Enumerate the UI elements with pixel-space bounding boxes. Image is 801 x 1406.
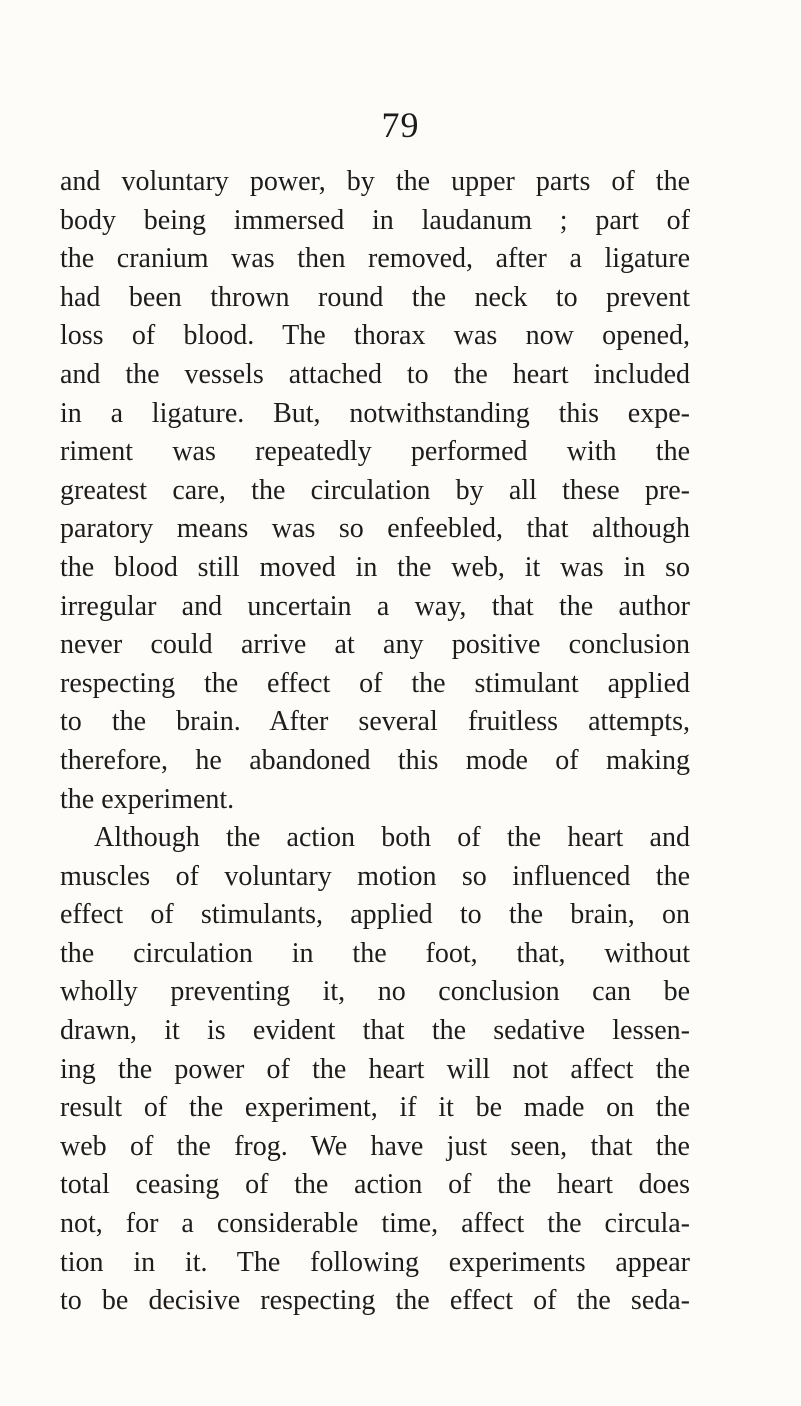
- text-line: ing the power of the heart will not affect the: [60, 1053, 690, 1085]
- text-line: never could arrive at any positive conclusion: [60, 629, 690, 661]
- text-line: drawn, it is evident that the sedative lessen-: [60, 1015, 690, 1047]
- text-line: to be decisive respecting the effect of the seda-: [60, 1285, 690, 1317]
- text-line: loss of blood. The thorax was now opened,: [60, 320, 690, 352]
- text-line: riment was repeatedly performed with the: [60, 436, 690, 468]
- text-line: effect of stimulants, applied to the brain, on: [60, 899, 690, 931]
- paragraph-end-line: the experiment.: [60, 783, 235, 815]
- text-line: to the brain. After several fruitless attempts,: [60, 706, 690, 738]
- text-line: result of the experiment, if it be made on the: [60, 1092, 690, 1124]
- text-line: greatest care, the circulation by all these pre-: [60, 474, 690, 506]
- text-line: the circulation in the foot, that, without: [60, 937, 690, 969]
- text-line: in a ligature. But, notwithstanding this expe-: [60, 397, 690, 429]
- text-line: web of the frog. We have just seen, that the: [60, 1130, 690, 1162]
- text-line: and voluntary power, by the upper parts of the: [60, 166, 690, 197]
- text-line: tion in it. The following experiments appear: [60, 1246, 690, 1278]
- text-line: and the vessels attached to the heart included: [60, 358, 690, 390]
- text-line: total ceasing of the action of the heart does: [60, 1169, 690, 1201]
- paragraph-start-line: Although the action both of the heart and: [94, 822, 690, 854]
- text-line: the blood still moved in the web, it was in so: [60, 551, 690, 583]
- text-line: body being immersed in laudanum ; part of: [60, 204, 690, 236]
- text-line: the cranium was then removed, after a ligature: [60, 243, 690, 275]
- text-line: not, for a considerable time, affect the circula-: [60, 1208, 690, 1240]
- body-text: [60, 163, 690, 1321]
- text-line: had been thrown round the neck to prevent: [60, 281, 690, 313]
- text-line: respecting the effect of the stimulant applied: [60, 667, 690, 699]
- text-line: paratory means was so enfeebled, that although: [60, 513, 690, 545]
- page-number: 79: [381, 105, 420, 145]
- text-line: therefore, he abandoned this mode of making: [60, 744, 690, 776]
- text-line: irregular and uncertain a way, that the author: [60, 590, 690, 622]
- text-line: muscles of voluntary motion so influenced the: [60, 860, 690, 892]
- text-line: wholly preventing it, no conclusion can be: [60, 976, 690, 1008]
